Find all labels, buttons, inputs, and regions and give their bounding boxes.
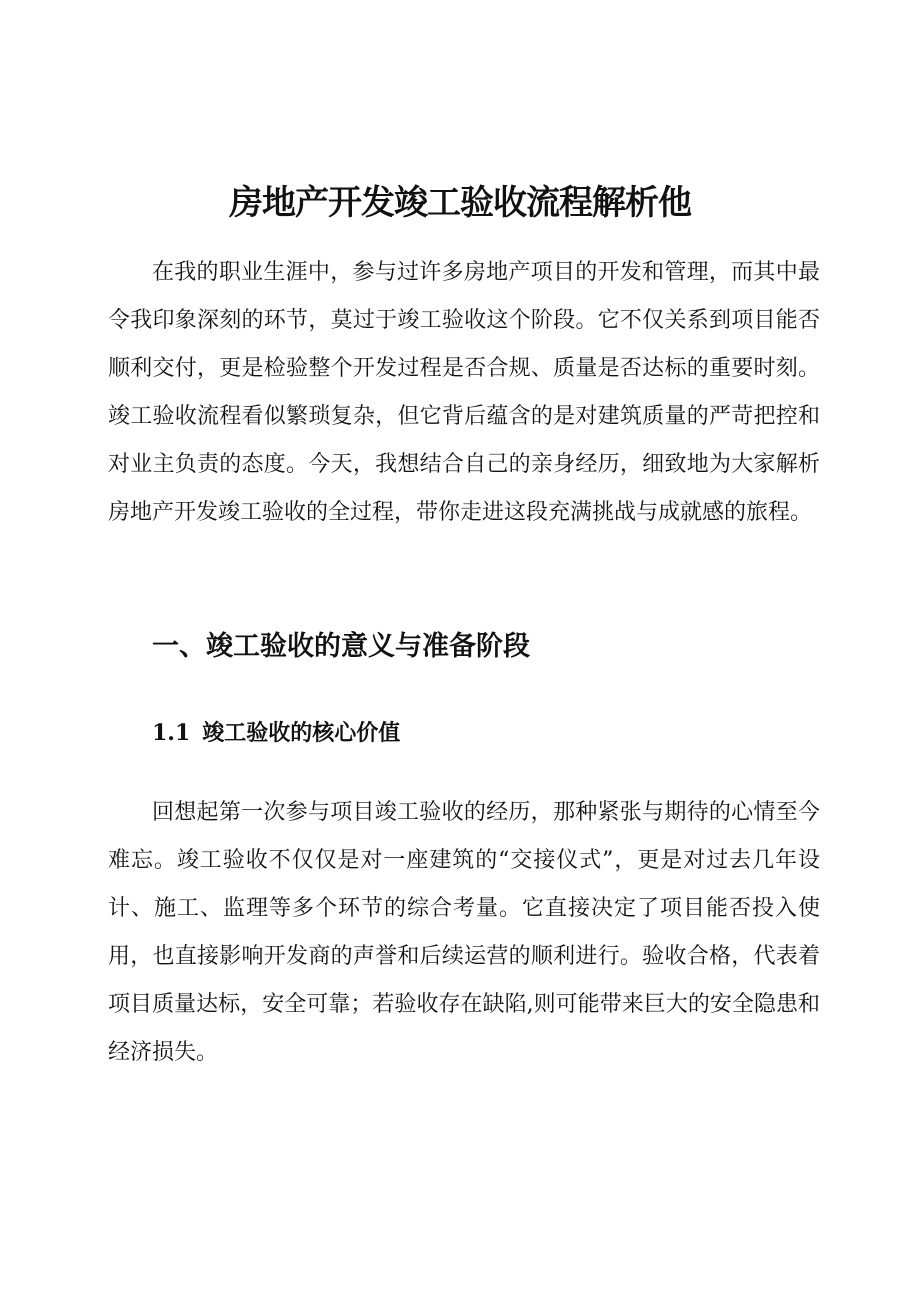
document-title: 房地产开发竣工验收流程解析他 [229,183,691,223]
section-heading: 一、竣工验收的意义与准备阶段 [152,631,530,662]
body-paragraph: 回想起第一次参与项目竣工验收的经历，那种紧张与期待的心情至今难忘。竣工验收不仅仅是对一座建筑的“交接仪式”，更是对过去几年设计、施工、监理等多个环节的综合考量。它直接决定了项目能否投入使用，也直接影响开发商的声誉和后续运营的顺利进行。验收合格，代表着项目质量达标，安全可靠；若验收存在缺陷,则可能带来巨大的安全隐患和经济损失。 [108,800,820,1065]
subsection-title: 竣工验收的核心价值 [202,721,401,746]
subsection-number: 1.1 [152,720,191,746]
subsection-heading [152,713,400,754]
intro-paragraph: 在我的职业生涯中，参与过许多房地产项目的开发和管理，而其中最令我印象深刻的环节，莫过于竣工验收这个阶段。它不仅关系到项目能否顺利交付，更是检验整个开发过程是否合规、质量是否达标的重要时刻。竣工验收流程看似繁琐复杂，但它背后蕴含的是对建筑质量的严苛把控和对业主负责的态度。今天，我想结合自己的亲身经历，细致地为大家解析房地产开发竣工验收的全过程，带你走进这段充满挑战与成就感的旅程。 [108,260,820,525]
